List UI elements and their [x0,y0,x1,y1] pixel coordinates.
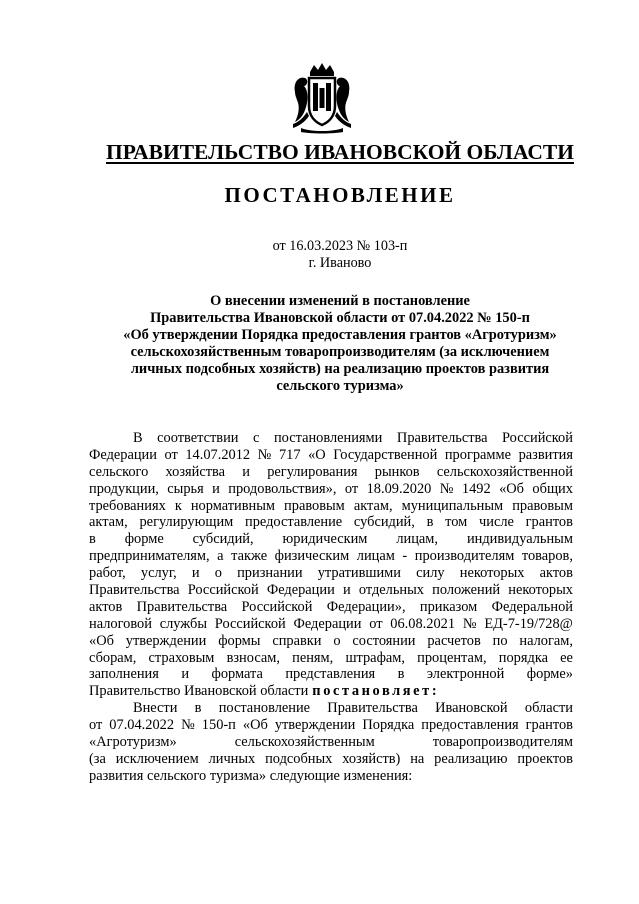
word: реализацию [434,750,508,767]
word: Российской [241,598,313,615]
word: приказом [419,598,478,615]
word: области [524,700,573,717]
word: проектов [517,750,573,767]
word: юридическим [282,531,368,548]
word: рынков [374,463,420,480]
word: продукции, [89,480,159,497]
word: Федерации [293,615,362,632]
body-line [89,447,573,464]
body-text-segment: развития сельского туризма» следующие изменения: [89,767,413,784]
word: а [217,548,224,565]
word: Федерации», [326,598,406,615]
word: том [445,514,468,531]
word: № [181,717,195,734]
body-line [89,666,573,683]
word: и [342,582,351,599]
word: пеням, [292,649,334,666]
word: общих [532,480,573,497]
word: сельского [89,463,149,480]
word: некоторых [508,582,573,599]
word: программе [444,446,512,463]
word: процентам, [417,649,487,666]
word: расчетов [427,632,481,649]
word: форме» [526,666,573,683]
word: Правительства [136,598,228,615]
body-line [89,683,573,700]
word: на [410,750,425,767]
word: Порядка [362,717,415,734]
word: «Агротуризм» [89,734,177,751]
word: 07.04.2022 [109,717,175,734]
word: Внести [133,700,178,717]
word: страховым [148,649,215,666]
word: ЕД-7-19/728@ [484,615,573,632]
word: постановление [218,700,311,717]
word: заполнения [89,666,159,683]
word: № [439,480,454,497]
word: предоставление [245,514,343,531]
word: муниципальным [401,497,504,514]
body-line [89,464,573,481]
word: сельскохозяйственной [436,463,573,480]
word: от [89,717,103,734]
coat-of-arms-icon [291,62,353,134]
word: числе [479,514,514,531]
body-line [89,599,573,616]
word: Российской [502,430,573,446]
word: товаропроизводителям [432,734,573,751]
heading-line: сельского туризма» [276,378,404,394]
word: личных [208,750,256,767]
word: регулирования [267,463,358,480]
body-line [89,616,573,633]
heading-line: Правительства Ивановской области от 07.04.2022 № 150-п [150,310,530,326]
body-line [89,514,573,531]
resolves-keyword: постановляет: [312,683,440,700]
word: и [242,463,250,480]
word: 150-п [201,717,236,734]
body-line [89,430,573,447]
word: 18.09.2020 [366,480,432,497]
word: Федерации [89,446,157,463]
word: утверждении [125,632,207,649]
body-text-segment: Правительство Ивановской области [89,683,309,700]
word: Правительства [396,430,488,446]
word: Федеральной [491,598,573,615]
document-meta [60,238,620,272]
word: постановлениями [273,430,383,446]
word: услуг, [140,565,177,582]
word: утверждении [274,717,356,734]
word: по [492,632,508,649]
word: «О [308,446,326,463]
word: некоторых [459,565,525,582]
word: требованиях [89,497,166,514]
word: в [89,531,96,548]
word: электронной [426,666,505,683]
word: исключением [115,750,199,767]
word: порядка [498,649,548,666]
word: производителям [414,548,515,565]
word: хозяйства [165,463,226,480]
word: от [164,446,178,463]
word: актов [539,565,573,582]
word: от [344,480,359,497]
heading-line: «Об утверждении Порядка предоставления грантов «Агротуризм» [123,327,557,343]
word: актам, [353,497,393,514]
word: № [462,615,477,632]
body-line [89,751,573,768]
word: силу [416,565,445,582]
heading-line: О внесении изменений в постановление [210,293,470,309]
word: хозяйств) [342,750,401,767]
paragraph-resolution [89,700,573,768]
word: формы [218,632,261,649]
word: актам, [89,514,128,531]
word: ее [560,649,573,666]
word: от [369,615,383,632]
word: к [174,497,182,514]
word: (за [89,750,106,767]
word: и [212,480,220,497]
body-line [89,548,573,565]
word: штрафам, [345,649,405,666]
word: Государственной [333,446,438,463]
word: развития [518,446,573,463]
word: справки [272,632,322,649]
body-line [89,531,573,548]
word: - [402,548,408,565]
word: с [253,430,260,446]
word: В [133,430,143,446]
word: индивидуальным [466,531,573,548]
word: сборам, [89,649,137,666]
paragraph-preamble [89,430,573,683]
document-body [89,430,573,785]
document-date-number: от 16.03.2023 № 103-п [272,238,408,254]
word: «Об [242,717,268,734]
organization-title: ПРАВИТЕЛЬСТВО ИВАНОВСКОЙ ОБЛАСТИ [106,140,574,164]
word: субсидий, [192,531,254,548]
word: в [397,666,405,683]
word: физическим [274,548,350,565]
word: подсобных [265,750,333,767]
word: лицам [356,548,395,565]
word: лицам, [396,531,439,548]
body-line [89,481,573,498]
word: представления [285,666,376,683]
heading-line: сельскохозяйственным товаропроизводителям (за исключением [130,344,550,360]
word: правовым [284,497,345,514]
word: грантов [525,514,573,531]
word: и [181,666,190,683]
document-heading [80,293,600,395]
word: о [333,632,341,649]
word: «Об [89,632,114,649]
word: сырья [167,480,204,497]
word: и [191,565,200,582]
word: 14.07.2012 [185,446,251,463]
document-type: ПОСТАНОВЛЕНИЕ [224,183,456,207]
word: нормативным [190,497,276,514]
word: взносам, [226,649,280,666]
word: о [214,565,222,582]
word: Российской [214,615,286,632]
word: предоставления [421,717,519,734]
word: соответствии [157,430,239,446]
word: утратившими [317,565,401,582]
word: 06.08.2021 [390,615,456,632]
word: грантов [525,717,573,734]
body-line [89,768,573,785]
word: Правительства [327,700,418,717]
word: состоянии [352,632,416,649]
word: предпринимателям, [89,548,210,565]
word: № [257,446,272,463]
body-line [89,565,573,582]
word: 1492 [461,480,491,497]
word: отдельных [358,582,424,599]
heading-line: личных подсобных хозяйств) на реализацию проектов развития [130,361,550,377]
word: регулирующим [139,514,234,531]
word: Ивановской [435,700,508,717]
word: налоговой [89,615,152,632]
word: правовым [512,497,573,514]
body-line [89,650,573,667]
document-place: г. Иваново [308,255,372,271]
word: признании [237,565,303,582]
word: налогам, [519,632,573,649]
word: положений [432,582,501,599]
word: Правительства [89,582,180,599]
word: Федерации [266,582,335,599]
word: Российской [187,582,259,599]
body-line [89,717,573,734]
word: в [194,700,202,717]
word: актов [89,598,123,615]
word: продовольствия», [228,480,337,497]
word: также [231,548,268,565]
body-line [89,633,573,650]
word: товаров, [521,548,573,565]
word: «Об [499,480,525,497]
word: работ, [89,565,126,582]
word: формата [211,666,263,683]
body-line [89,582,573,599]
word: в [426,514,434,531]
word: службы [159,615,208,632]
word: форме [124,531,164,548]
body-line [89,498,573,515]
word: 717 [278,446,301,463]
body-line [89,734,573,751]
word: субсидий, [353,514,415,531]
word: сельскохозяйственным [234,734,375,751]
body-line [89,700,573,717]
